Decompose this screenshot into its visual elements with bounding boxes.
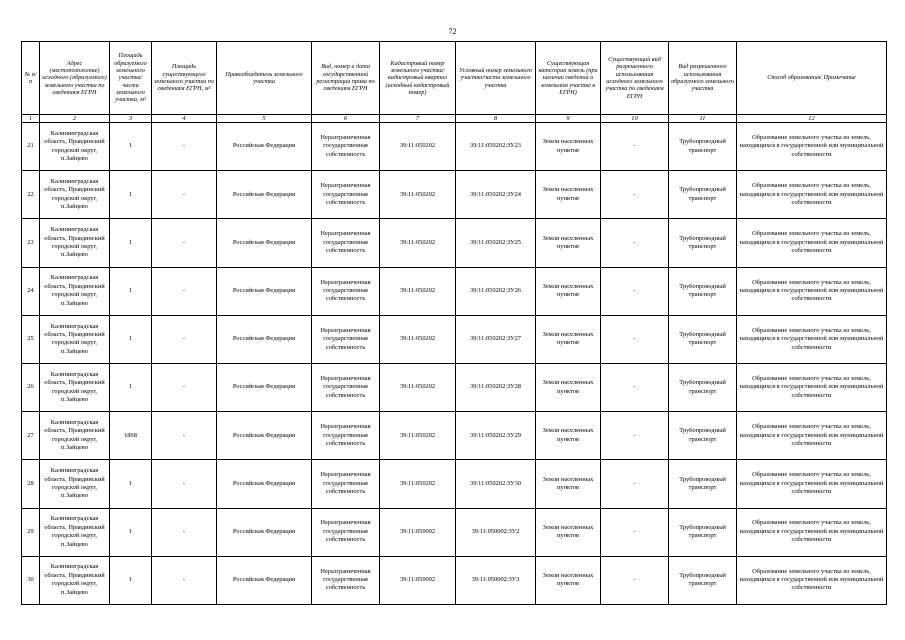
permitted-use-cell: Трубопроводный транспорт <box>669 363 737 411</box>
area-existing-cell: - <box>152 171 217 219</box>
col-header: Правообладатель земельного участка <box>217 42 312 115</box>
existing-use-cell: - <box>601 412 669 460</box>
row-number-cell: 25 <box>22 315 40 363</box>
col-header: Условный номер земельного участка/части земельного участка <box>456 42 536 115</box>
area-existing-cell: - <box>152 412 217 460</box>
formation-method-cell: Образование земельного участка из земель, находящихся в государственной или муниципальной собственности <box>737 171 887 219</box>
area-existing-cell: - <box>152 267 217 315</box>
address-cell: Калининградская область, Правдинский городской округ, п.Зайцево <box>40 412 110 460</box>
cadastral-number-cell: 39:11:050202 <box>380 460 456 508</box>
col-header: Способ образования/ Примечание <box>737 42 887 115</box>
right-registration-cell: Неразграниченная государственная собственность <box>312 267 380 315</box>
row-number-cell: 24 <box>22 267 40 315</box>
row-number-cell: 23 <box>22 219 40 267</box>
col-header: Кадастровый номер земельного участка/ кадастровый квартал (исходный кадастровый номер) <box>380 42 456 115</box>
column-number: 12 <box>737 115 887 123</box>
area-existing-cell: - <box>152 363 217 411</box>
conditional-number-cell: 39:11:050202:ЗУ27 <box>456 315 536 363</box>
land-category-cell: Земли населенных пунктов <box>536 412 601 460</box>
formation-method-cell: Образование земельного участка из земель, находящихся в государственной или муниципальной собственности <box>737 412 887 460</box>
permitted-use-cell: Трубопроводный транспорт <box>669 219 737 267</box>
permitted-use-cell: Трубопроводный транспорт <box>669 315 737 363</box>
area-new-cell: 1 <box>110 460 152 508</box>
land-plots-table <box>21 41 887 605</box>
area-existing-cell: - <box>152 460 217 508</box>
cadastral-number-cell: 39:11:050202 <box>380 219 456 267</box>
land-category-cell: Земли населенных пунктов <box>536 123 601 171</box>
table-row <box>22 556 887 604</box>
table-row <box>22 171 887 219</box>
right-registration-cell: Неразграниченная государственная собственность <box>312 363 380 411</box>
cadastral-number-cell: 39:11:050202 <box>380 123 456 171</box>
area-new-cell: 1 <box>110 363 152 411</box>
column-number-row <box>22 115 887 123</box>
conditional-number-cell: 39:11:050202:ЗУ26 <box>456 267 536 315</box>
column-number: 9 <box>536 115 601 123</box>
right-registration-cell: Неразграниченная государственная собственность <box>312 123 380 171</box>
land-category-cell: Земли населенных пунктов <box>536 219 601 267</box>
conditional-number-cell: 39:11:050202:ЗУ24 <box>456 171 536 219</box>
col-header: Адрес (местоположение) исходного (образуемого) земельного участка по сведениям ЕГРН <box>40 42 110 115</box>
address-cell: Калининградская область, Правдинский городской округ, п.Зайцево <box>40 556 110 604</box>
address-cell: Калининградская область, Правдинский городской округ, п.Зайцево <box>40 460 110 508</box>
right-registration-cell: Неразграниченная государственная собственность <box>312 460 380 508</box>
formation-method-cell: Образование земельного участка из земель, находящихся в государственной или муниципальной собственности <box>737 460 887 508</box>
column-number: 7 <box>380 115 456 123</box>
column-number: 11 <box>669 115 737 123</box>
formation-method-cell: Образование земельного участка из земель, находящихся в государственной или муниципальной собственности <box>737 556 887 604</box>
col-header: Существующая категория земель (при наличии сведений о земельном участке в ЕГРН) <box>536 42 601 115</box>
owner-cell: Российская Федерация <box>217 315 312 363</box>
area-new-cell: 1 <box>110 219 152 267</box>
col-header: Существующий вид разрешенного использования исходного земельного участка по сведениям ЕГРН <box>601 42 669 115</box>
conditional-number-cell: 39:11:050202:ЗУ30 <box>456 460 536 508</box>
owner-cell: Российская Федерация <box>217 556 312 604</box>
table-row <box>22 315 887 363</box>
address-cell: Калининградская область, Правдинский городской округ, п.Зайцево <box>40 508 110 556</box>
row-number-cell: 27 <box>22 412 40 460</box>
area-new-cell: 1 <box>110 171 152 219</box>
cadastral-number-cell: 39:11:050202 <box>380 363 456 411</box>
area-existing-cell: - <box>152 556 217 604</box>
area-existing-cell: - <box>152 315 217 363</box>
existing-use-cell: - <box>601 460 669 508</box>
existing-use-cell: - <box>601 363 669 411</box>
formation-method-cell: Образование земельного участка из земель, находящихся в государственной или муниципальной собственности <box>737 123 887 171</box>
table-row <box>22 219 887 267</box>
permitted-use-cell: Трубопроводный транспорт <box>669 123 737 171</box>
table-row <box>22 267 887 315</box>
right-registration-cell: Неразграниченная государственная собственность <box>312 219 380 267</box>
cadastral-number-cell: 39:11:050202 <box>380 171 456 219</box>
column-number: 3 <box>110 115 152 123</box>
area-new-cell: 1 <box>110 508 152 556</box>
address-cell: Калининградская область, Правдинский городской округ, п.Зайцево <box>40 171 110 219</box>
existing-use-cell: - <box>601 556 669 604</box>
formation-method-cell: Образование земельного участка из земель, находящихся в государственной или муниципальной собственности <box>737 267 887 315</box>
row-number-cell: 28 <box>22 460 40 508</box>
land-category-cell: Земли населенных пунктов <box>536 171 601 219</box>
owner-cell: Российская Федерация <box>217 123 312 171</box>
conditional-number-cell: 39:11:050202:ЗУ29 <box>456 412 536 460</box>
permitted-use-cell: Трубопроводный транспорт <box>669 508 737 556</box>
address-cell: Калининградская область, Правдинский городской округ, п.Зайцево <box>40 363 110 411</box>
formation-method-cell: Образование земельного участка из земель, находящихся в государственной или муниципальной собственности <box>737 508 887 556</box>
conditional-number-cell: 39:11:050002:ЗУ3 <box>456 556 536 604</box>
table-body <box>22 123 887 605</box>
conditional-number-cell: 39:11:050002:ЗУ2 <box>456 508 536 556</box>
column-number: 5 <box>217 115 312 123</box>
right-registration-cell: Неразграниченная государственная собственность <box>312 171 380 219</box>
formation-method-cell: Образование земельного участка из земель, находящихся в государственной или муниципальной собственности <box>737 363 887 411</box>
address-cell: Калининградская область, Правдинский городской округ, п.Зайцево <box>40 315 110 363</box>
land-category-cell: Земли населенных пунктов <box>536 363 601 411</box>
row-number-cell: 30 <box>22 556 40 604</box>
existing-use-cell: - <box>601 508 669 556</box>
right-registration-cell: Неразграниченная государственная собственность <box>312 412 380 460</box>
column-number: 10 <box>601 115 669 123</box>
cadastral-number-cell: 39:11:050002 <box>380 508 456 556</box>
existing-use-cell: - <box>601 171 669 219</box>
existing-use-cell: - <box>601 267 669 315</box>
column-number: 4 <box>152 115 217 123</box>
owner-cell: Российская Федерация <box>217 412 312 460</box>
table-row <box>22 412 887 460</box>
cadastral-number-cell: 39:11:050002 <box>380 556 456 604</box>
right-registration-cell: Неразграниченная государственная собственность <box>312 508 380 556</box>
page-number: 72 <box>448 27 457 36</box>
table-row <box>22 363 887 411</box>
right-registration-cell: Неразграниченная государственная собственность <box>312 315 380 363</box>
conditional-number-cell: 39:11:050202:ЗУ25 <box>456 219 536 267</box>
conditional-number-cell: 39:11:050202:ЗУ23 <box>456 123 536 171</box>
area-new-cell: 1 <box>110 556 152 604</box>
formation-method-cell: Образование земельного участка из земель, находящихся в государственной или муниципальной собственности <box>737 219 887 267</box>
area-new-cell: 1 <box>110 315 152 363</box>
right-registration-cell: Неразграниченная государственная собственность <box>312 556 380 604</box>
table-row <box>22 508 887 556</box>
land-category-cell: Земли населенных пунктов <box>536 315 601 363</box>
col-header: Вид разрешенного использования образуемого земельного участка <box>669 42 737 115</box>
permitted-use-cell: Трубопроводный транспорт <box>669 556 737 604</box>
owner-cell: Российская Федерация <box>217 219 312 267</box>
formation-method-cell: Образование земельного участка из земель, находящихся в государственной или муниципальной собственности <box>737 315 887 363</box>
column-number: 6 <box>312 115 380 123</box>
existing-use-cell: - <box>601 219 669 267</box>
owner-cell: Российская Федерация <box>217 363 312 411</box>
land-category-cell: Земли населенных пунктов <box>536 267 601 315</box>
address-cell: Калининградская область, Правдинский городской округ, п.Зайцево <box>40 219 110 267</box>
address-cell: Калининградская область, Правдинский городской округ, п.Зайцево <box>40 267 110 315</box>
land-category-cell: Земли населенных пунктов <box>536 460 601 508</box>
owner-cell: Российская Федерация <box>217 267 312 315</box>
address-cell: Калининградская область, Правдинский городской округ, п.Зайцево <box>40 123 110 171</box>
cadastral-number-cell: 39:11:050202 <box>380 315 456 363</box>
row-number-cell: 29 <box>22 508 40 556</box>
column-number: 8 <box>456 115 536 123</box>
permitted-use-cell: Трубопроводный транспорт <box>669 267 737 315</box>
area-existing-cell: - <box>152 508 217 556</box>
permitted-use-cell: Трубопроводный транспорт <box>669 460 737 508</box>
col-header: Вид, номер и дата государственной регистрации права по сведениям ЕГРН <box>312 42 380 115</box>
conditional-number-cell: 39:11:050202:ЗУ28 <box>456 363 536 411</box>
permitted-use-cell: Трубопроводный транспорт <box>669 412 737 460</box>
column-number: 2 <box>40 115 110 123</box>
column-number: 1 <box>22 115 40 123</box>
cadastral-number-cell: 39:11:050202 <box>380 267 456 315</box>
row-number-cell: 26 <box>22 363 40 411</box>
owner-cell: Российская Федерация <box>217 508 312 556</box>
table-row <box>22 460 887 508</box>
owner-cell: Российская Федерация <box>217 171 312 219</box>
permitted-use-cell: Трубопроводный транспорт <box>669 171 737 219</box>
existing-use-cell: - <box>601 315 669 363</box>
area-new-cell: 1868 <box>110 412 152 460</box>
table-row <box>22 123 887 171</box>
land-category-cell: Земли населенных пунктов <box>536 508 601 556</box>
row-number-cell: 22 <box>22 171 40 219</box>
cadastral-number-cell: 39:11:050202 <box>380 412 456 460</box>
land-category-cell: Земли населенных пунктов <box>536 556 601 604</box>
col-header: Площадь образуемого земельного участка/части земельного участка, м² <box>110 42 152 115</box>
area-new-cell: 1 <box>110 267 152 315</box>
area-existing-cell: - <box>152 123 217 171</box>
area-new-cell: 1 <box>110 123 152 171</box>
row-number-cell: 21 <box>22 123 40 171</box>
col-header: № п/п <box>22 42 40 115</box>
existing-use-cell: - <box>601 123 669 171</box>
col-header: Площадь существующего земельного участка по сведениям ЕГРН, м² <box>152 42 217 115</box>
owner-cell: Российская Федерация <box>217 460 312 508</box>
header-row <box>22 42 887 115</box>
area-existing-cell: - <box>152 219 217 267</box>
